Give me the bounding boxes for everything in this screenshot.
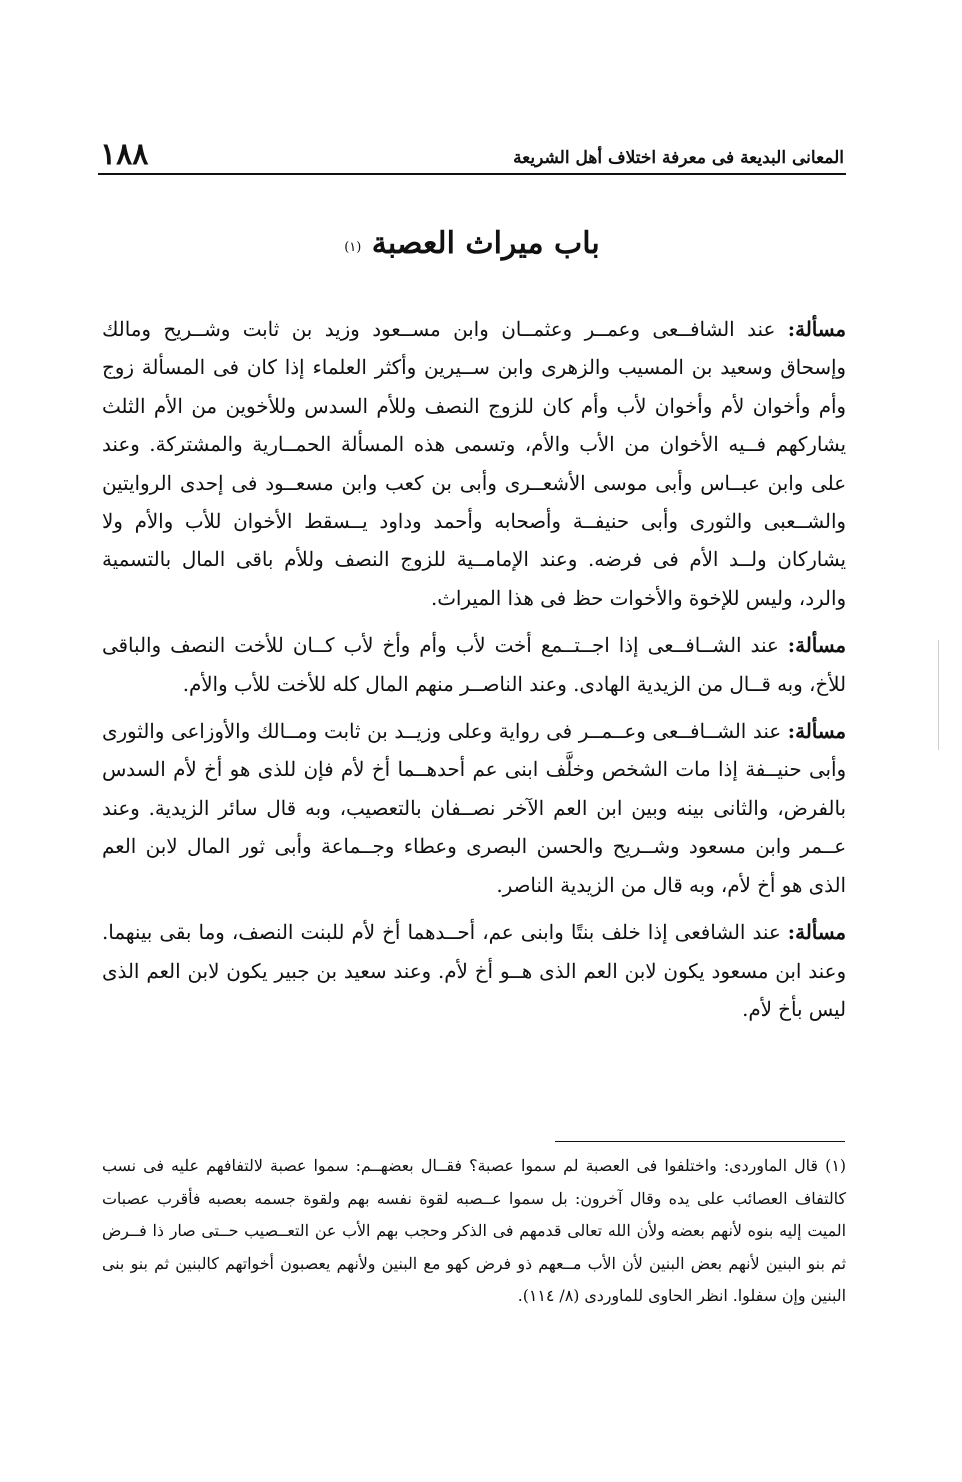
paragraph-masala-1 (102, 310, 846, 618)
footnote-text: (١) قال الماوردى: واختلفوا فى العصبة لم سموا عصبة؟ فقــال بعضهــم: سموا عصبة لالتفافهم عليه فى نسب كالتفاف العصائب على يده وقال آخرون: بل سموا عــصبه لقوة نفسه بهم ولقوة جسمه بعصبه فأقرب عصبات الميت إليه بنوه لأنهم بعضه ولأن الله تعالى قدمهم فى الذكر وحجب بهم الأب عن التعــصيب حــتى صار ذا فــرض ثم بنو البنين لأنهم بعض البنين لأن الأب مــعهم ذو فرض كهو مع البنين ولأنهم يعصبون أخواتهم كالبنين ثم بنو بنى البنين وإن سفلوا. انظر الحاوى للماوردى (٨/ ١١٤). (102, 1156, 846, 1306)
masala-label: مسألة: (787, 920, 846, 945)
paragraph-masala-3 (102, 712, 846, 905)
running-header (100, 138, 844, 172)
running-title: المعانى البديعة فى معرفة اختلاف أهل الشريعة (513, 148, 844, 168)
main-text (102, 310, 846, 1037)
footnote-divider (555, 1141, 845, 1142)
masala-label: مسألة: (787, 633, 846, 658)
paragraph-text: عند الشافعى إذا خلف بنتًا وابنى عم، أحــدهما أخ لأم للبنت النصف، وما بقى بينهما. وعند ابن مسعود يكون لابن العم الذى هــو أخ لأم. وعند سعيد بن جبير يكون لابن العم الذى ليس بأخ لأم. (102, 921, 846, 1021)
chapter-title-text: باب ميراث العصبة (371, 226, 600, 261)
scan-edge-mark (938, 640, 939, 750)
page-number: ١٨٨ (100, 137, 149, 172)
paragraph-text: عند الشــافــعى وعــمــر فى رواية وعلى وزيــد بن ثابت ومــالك والأوزاعى والثورى وأبى حنيــفة إذا مات الشخص وخلَّف ابنى عم أحدهــما أخ لأم فإن للذى هو أخ لأم السدس بالفرض، والثانى بينه وبين ابن العم الآخر نصــفان بالتعصيب، وبه قال سائر الزيدية. وعند عــمر وابن مسعود وشــريح والحسن البصرى وعطاء وجــماعة وأبى ثور المال لابن العم الذى هو أخ لأم، وبه قال من الزيدية الناصر. (102, 720, 846, 897)
paragraph-text: عند الشافــعى وعمــر وعثمــان وابن مســعود وزيد بن ثابت وشــريح ومالك وإسحاق وسعيد بن المسيب والزهرى وابن ســيرين وأكثر العلماء إذا كان فى المسألة زوج وأم وأخوان لأم وأخوان لأب وأم كان للزوج النصف وللأم السدس وللأخوين من الأم الثلث يشاركهم فــيه الأخوان من الأب والأم، وتسمى هذه المسألة الحمــارية والمشتركة. وعند على وابن عبــاس وأبى موسى الأشعــرى وأبى بن كعب وابن مسعــود فى إحدى الروايتين والشــعبى والثورى وأبى حنيفــة وأصحابه وأحمد وداود يــسقط الأخوان للأب والأم ولا يشاركان ولــد الأم فى فرضه. وعند الإمامــية للزوج النصف وللأم باقى المال بالتسمية والرد، وليس للإخوة والأخوات حظ فى هذا الميراث. (102, 318, 846, 610)
chapter-heading (98, 222, 846, 266)
footnote (102, 1150, 846, 1313)
footnote-reference: (١) (344, 240, 362, 255)
paragraph-text: عند الشــافــعى إذا اجــتــمع أخت لأب وأم وأخ لأب كــان للأخت النصف والباقى للأخ، وبه قــال من الزيدية الهادى. وعند الناصــر منهم المال كله للأخت للأب والأم. (102, 634, 846, 696)
masala-label: مسألة: (787, 719, 846, 744)
header-divider (98, 173, 846, 175)
paragraph-masala-4 (102, 913, 846, 1029)
paragraph-masala-2 (102, 626, 846, 704)
masala-label: مسألة: (787, 317, 846, 341)
